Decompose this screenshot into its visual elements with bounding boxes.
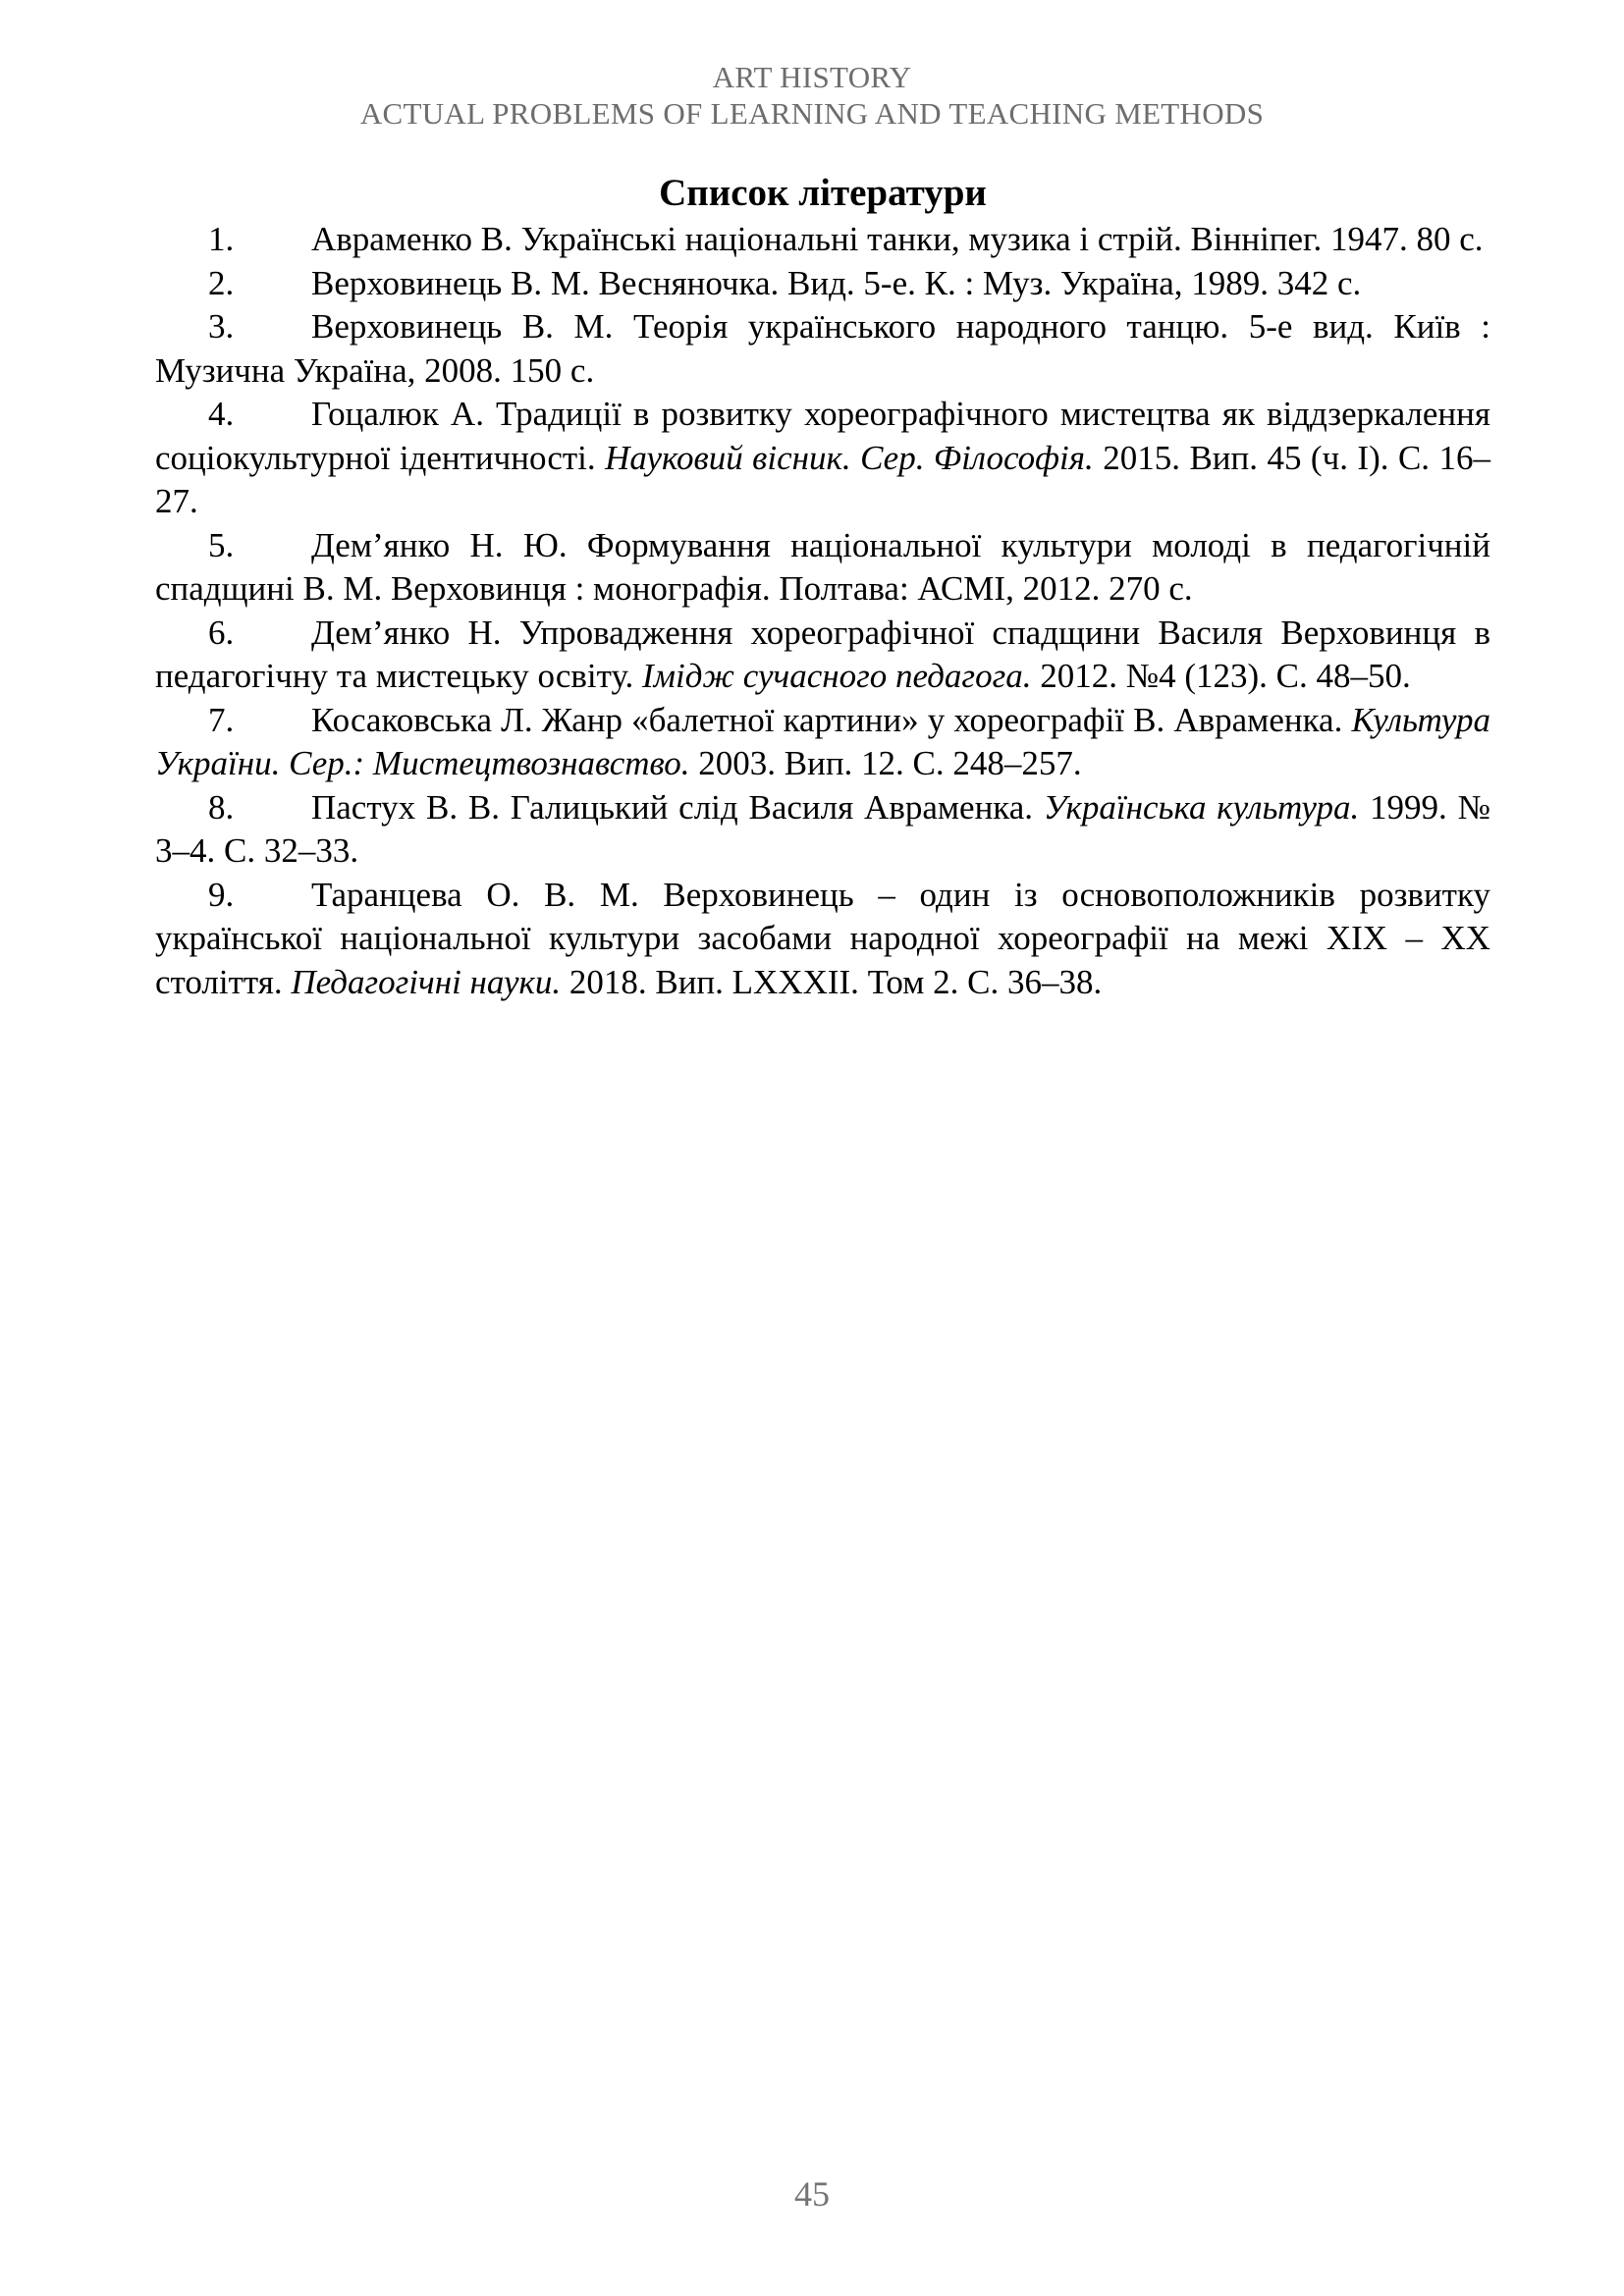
page-number: 45 [794, 2174, 830, 2214]
reference-text: Дем’янко Н. Упровадження хореографічної спадщини Василя Верховинця в педагогічну та мистецьку освіту. [155, 613, 1490, 695]
running-head-line1: ART HISTORY [712, 60, 912, 94]
reference-item-7 [155, 699, 1490, 786]
reference-number: 1. [208, 220, 235, 258]
running-head [0, 59, 1624, 132]
reference-list [155, 218, 1490, 1004]
reference-text: Верховинець В. М. Теорія українського народного танцю. 5-е вид. Київ : Музична Україна, 2008. 150 с. [155, 307, 1490, 390]
reference-item-6 [155, 612, 1490, 699]
reference-number: 9. [208, 875, 235, 914]
reference-text: Гоцалюк А. Традиції в розвитку хореографічного мистецтва як віддзеркалення соціокультурної ідентичності. [155, 395, 1490, 477]
reference-source-italic: Науковий вісник. Сер. Філософія. [605, 438, 1094, 477]
reference-item-4 [155, 393, 1490, 524]
reference-number: 8. [208, 787, 235, 827]
section-title: Список літератури [659, 172, 987, 214]
reference-text-tail: 2012. №4 (123). С. 48–50. [1031, 657, 1411, 695]
reference-source-italic: Імідж сучасного педагога. [641, 657, 1032, 695]
reference-item-2 [155, 262, 1490, 306]
reference-text: Верховинець В. М. Весняночка. Вид. 5-е. К. : Муз. Україна, 1989. 342 с. [311, 263, 1362, 302]
running-head-line2: ACTUAL PROBLEMS OF LEARNING AND TEACHING METHODS [359, 96, 1265, 131]
reference-text: Косаковська Л. Жанр «балетної картини» у хореографії В. Авраменка. [311, 700, 1352, 739]
reference-text-tail: 2003. Вип. 12. С. 248–257. [689, 744, 1082, 782]
reference-item-1 [155, 218, 1490, 262]
reference-number: 3. [208, 307, 235, 346]
reference-item-5 [155, 524, 1490, 612]
reference-source-italic: Українська культура. [1043, 787, 1360, 827]
reference-item-3 [155, 305, 1490, 393]
reference-text: Пастух В. В. Галицький слід Василя Авраменка. [311, 787, 1044, 827]
reference-number: 5. [208, 525, 235, 564]
reference-number: 4. [208, 395, 235, 433]
reference-text-tail: 1999. № 3–4. С. 32–33. [155, 787, 1490, 870]
reference-source-italic: Культура України. Сер.: Мистецтвознавство. [155, 700, 1490, 782]
reference-number: 7. [208, 700, 235, 739]
reference-text: Авраменко В. Українські національні танки, музика і стрій. Вінніпег. 1947. 80 с. [311, 220, 1484, 258]
reference-number: 2. [208, 263, 235, 302]
reference-item-8 [155, 786, 1490, 874]
reference-text-tail: 2015. Вип. 45 (ч. І). С. 16–27. [155, 438, 1491, 520]
reference-text: Таранцева О. В. М. Верховинець – один із основоположників розвитку української національної культури засобами народної хореографії на межі XIX – XX століття. [155, 875, 1490, 1001]
reference-text: Дем’янко Н. Ю. Формування національної культури молоді в педагогічній спадщині В. М. Верховинця : монографія. Полтава: АСМІ, 2012. 270 с. [155, 525, 1490, 608]
reference-number: 6. [208, 613, 235, 652]
reference-text-tail: 2018. Вип. LXXXII. Том 2. С. 36–38. [561, 962, 1103, 1001]
reference-source-italic: Педагогічні науки. [291, 962, 562, 1001]
reference-item-9 [155, 874, 1490, 1005]
